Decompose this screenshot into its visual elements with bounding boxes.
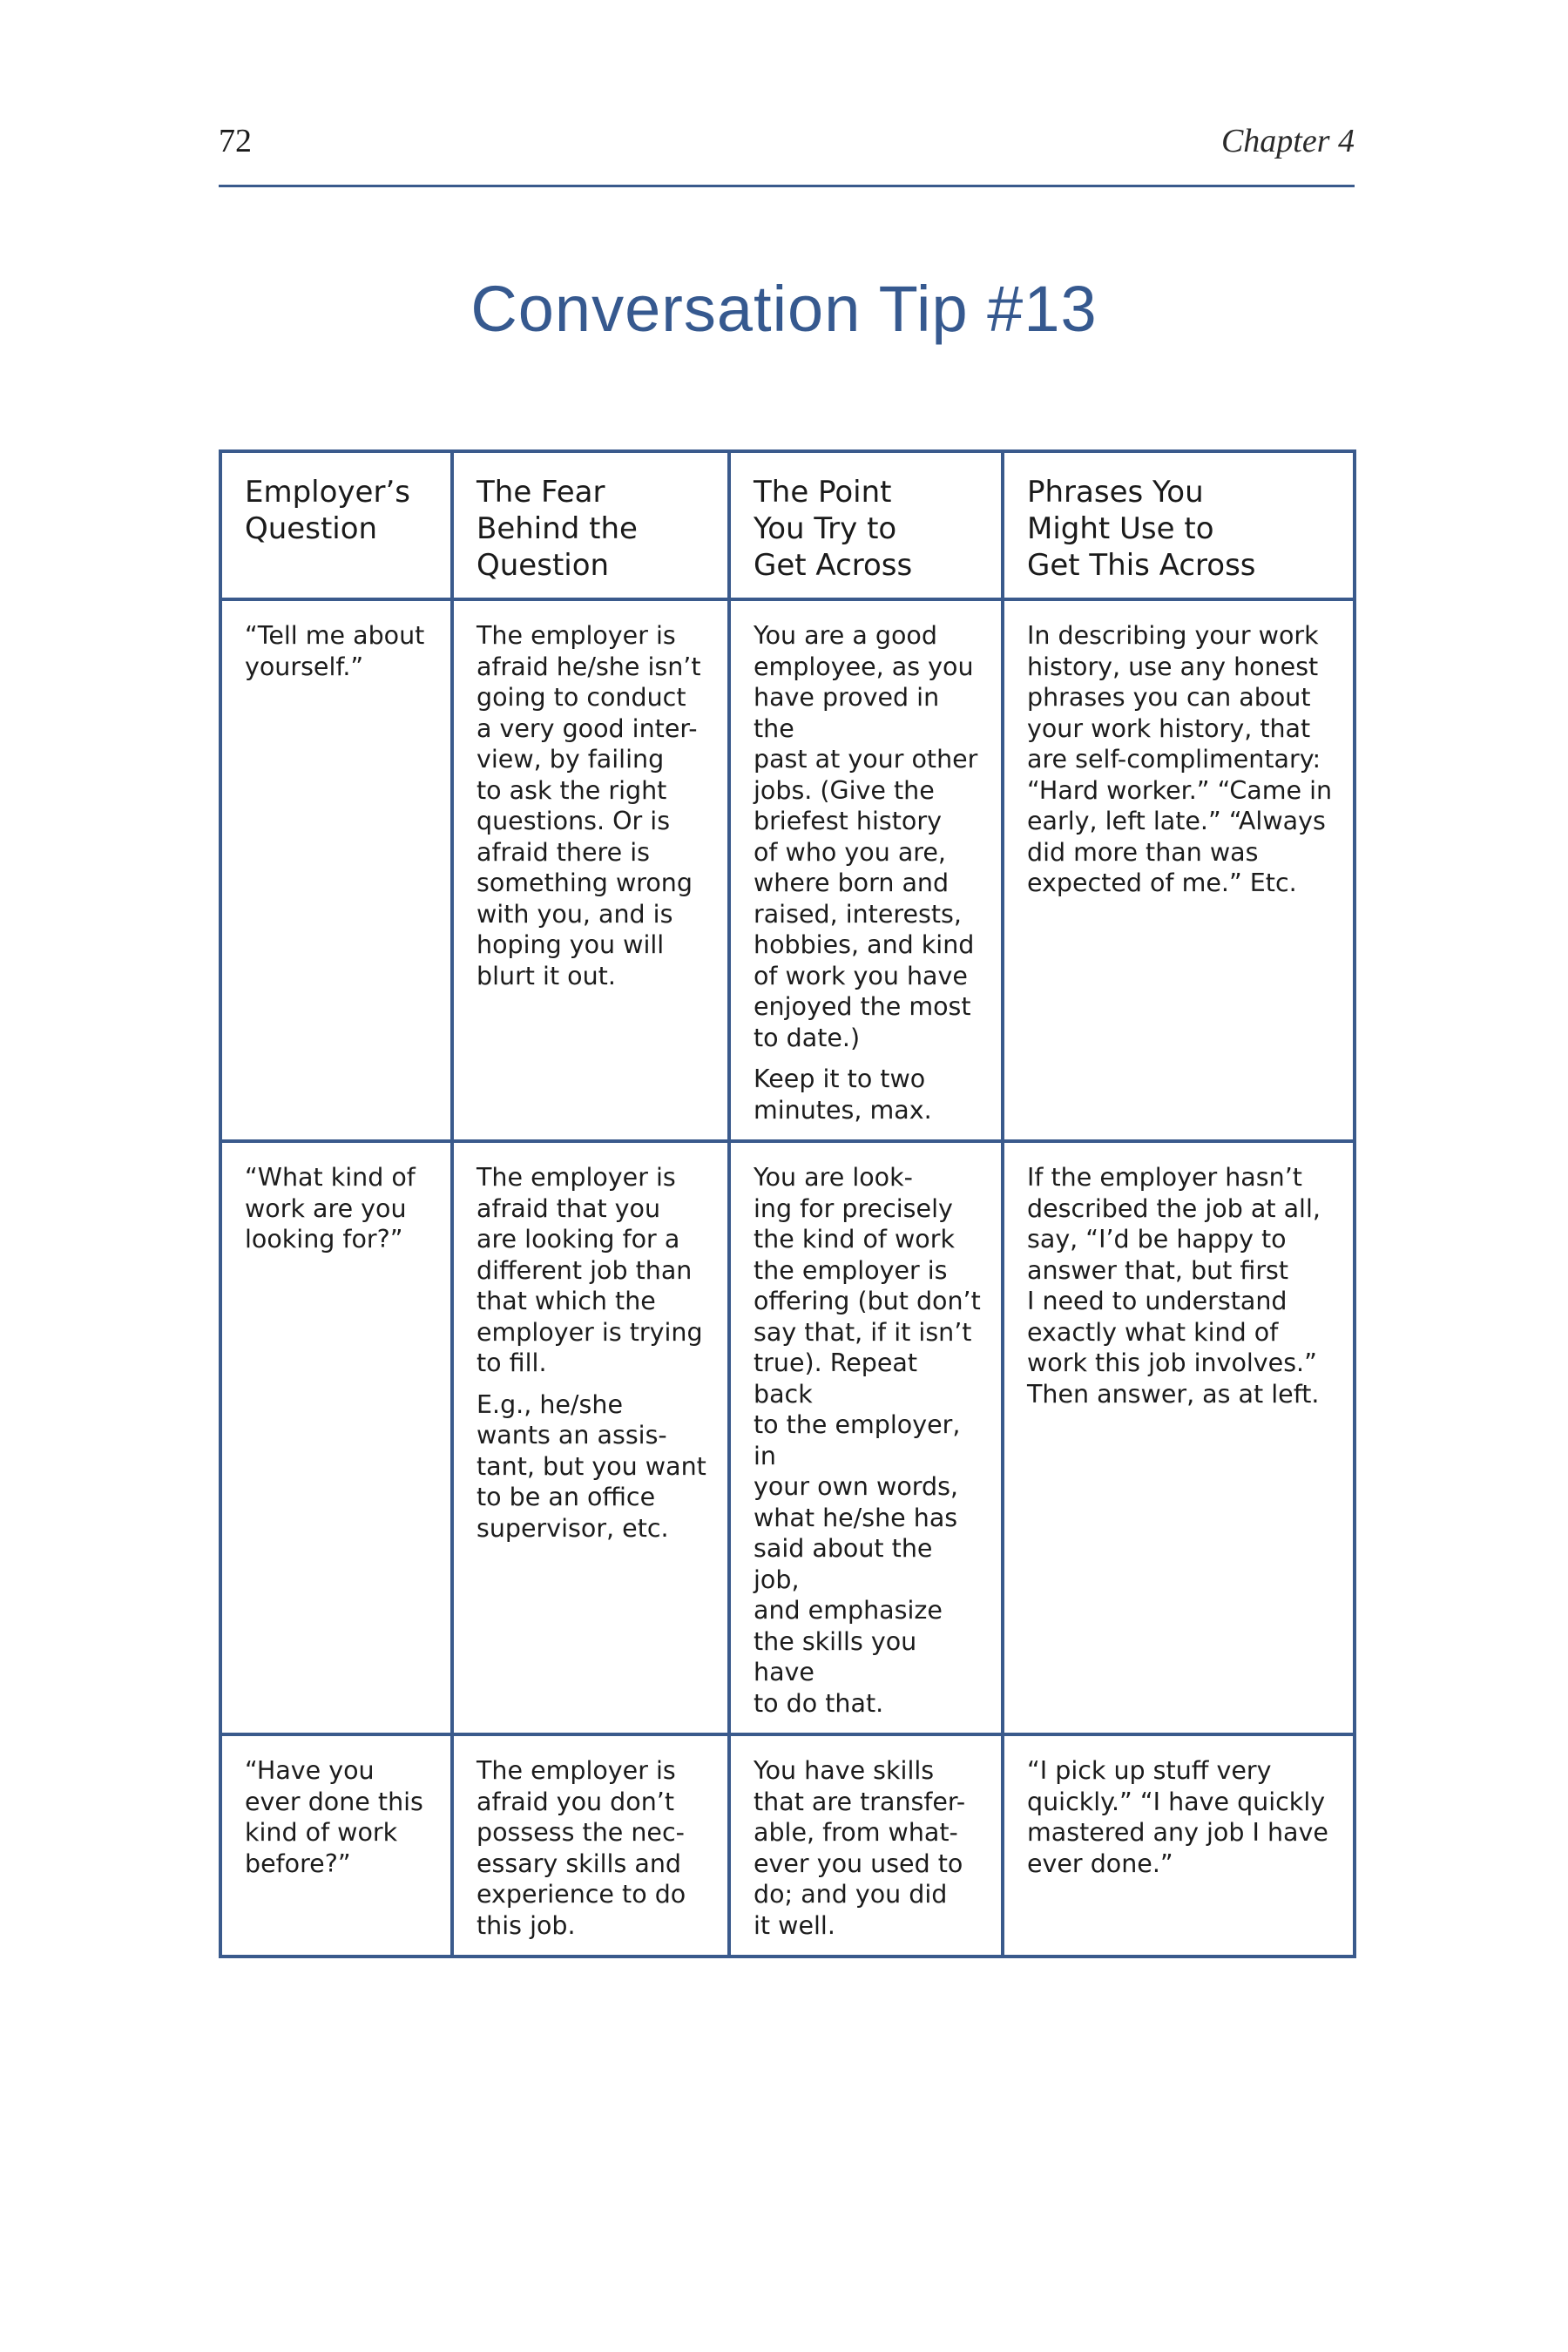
text-line: past at your other [754,745,978,774]
text-line: You Try to [754,511,897,546]
text-line: quickly.” “I have quickly [1027,1787,1326,1816]
text-line: yourself.” [245,652,364,681]
text-line: tant, but you want [476,1451,706,1481]
text-line: work are you [245,1193,407,1223]
text-line: this job. [476,1910,576,1940]
cell-paragraph [476,1755,708,1941]
cell-phrases [1003,1141,1355,1734]
text-line: Phrases You [1027,475,1204,510]
text-line: Get Across [754,548,913,583]
text-line: the employer is [754,1255,948,1285]
text-line: blurt it out. [476,961,616,990]
text-line: The employer is [476,1756,676,1785]
text-line: E.g., he/she [476,1389,623,1419]
text-line: the skills you have [754,1626,917,1686]
cell-phrases [1003,1734,1355,1957]
text-line: afraid that you [476,1193,661,1223]
cell-fear [452,1734,729,1957]
text-line: The Fear [476,475,605,510]
text-line: work this job involves.” [1027,1348,1317,1377]
text-line: what he/she has [754,1503,958,1532]
cell-question [220,599,452,1141]
text-line: The employer is [476,621,676,650]
text-line: going to conduct [476,683,686,712]
text-line: phrases you can about [1027,683,1311,712]
text-line: “I pick up stuff very [1027,1756,1272,1785]
text-line: “Tell me about [245,621,425,650]
text-line: that are transfer- [754,1787,966,1816]
text-line: your own words, [754,1472,958,1501]
text-line: Keep it to two [754,1064,926,1093]
text-line: described the job at all, [1027,1193,1321,1223]
text-line: Get This Across [1027,548,1256,583]
text-line: it well. [754,1910,835,1940]
text-line: to ask the right [476,775,667,805]
cell-paragraph [754,1162,982,1719]
text-line: Then answer, as at left. [1027,1379,1320,1409]
cell-paragraph [754,1064,982,1125]
page-number: 72 [219,123,252,159]
text-line: employee, as you [754,652,974,681]
text-line: of who you are, [754,837,946,867]
text-line: The employer is [476,1163,676,1192]
text-line: before?” [245,1848,351,1878]
text-line: with you, and is [476,899,673,929]
cell-point [729,1141,1003,1734]
table-row [220,599,1355,1141]
text-line: have proved in the [754,683,940,743]
table-row [220,1734,1355,1957]
text-line: Employer’s [245,475,410,510]
text-line: You are look- [754,1163,913,1192]
text-line: to date.) [754,1023,861,1052]
text-line: If the employer hasn’t [1027,1163,1302,1192]
text-line: The Point [754,475,892,510]
cell-paragraph [1027,1162,1334,1409]
text-line: You are a good [754,621,937,650]
text-line: said about the job, [754,1534,933,1594]
cell-paragraph [754,1755,982,1941]
text-line: where born and [754,868,950,897]
cell-point [729,599,1003,1141]
text-line: ever you used to [754,1848,963,1878]
text-line: kind of work [245,1818,398,1847]
text-line: something wrong [476,868,693,897]
text-line: “Hard worker.” “Came in [1027,775,1333,805]
header-fear-behind-question [452,451,729,599]
text-line: say that, if it isn’t [754,1317,972,1347]
text-line: afraid he/she isn’t [476,652,701,681]
text-line: a very good inter- [476,713,698,743]
text-line: You have skills [754,1756,935,1785]
text-line: briefest history [754,807,942,835]
text-line: Behind the [476,511,638,546]
text-line: ever done this [245,1787,423,1816]
text-line: jobs. (Give the [754,775,935,805]
header-rule [219,185,1355,187]
text-line: the kind of work [754,1225,955,1254]
text-line: enjoyed the most [754,992,971,1021]
page-title: Conversation Tip #13 [470,273,1098,345]
text-line: that which the [476,1287,656,1315]
text-line: to the employer, in [754,1410,961,1470]
text-line: wants an assis- [476,1421,667,1450]
cell-paragraph [754,620,982,1053]
text-line: of work you have [754,961,968,990]
cell-fear [452,599,729,1141]
text-line: “What kind of [245,1163,416,1192]
text-line: possess the nec- [476,1818,685,1847]
text-line: expected of me.” Etc. [1027,868,1297,897]
text-line: experience to do [476,1880,686,1909]
text-line: raised, interests, [754,899,962,929]
text-line: minutes, max. [754,1095,932,1125]
text-line: afraid you don’t [476,1787,674,1816]
conversation-tip-table [219,449,1356,1958]
text-line: your work history, that [1027,713,1311,743]
running-head: Chapter 4 [1220,123,1355,159]
cell-question [220,1734,452,1957]
text-line: did more than was [1027,837,1259,867]
text-line: true). Repeat back [754,1348,918,1409]
text-line: ing for precisely [754,1193,953,1223]
text-line: Might Use to [1027,511,1214,546]
text-line: hobbies, and kind [754,930,975,959]
cell-paragraph [1027,620,1334,899]
text-line: “Have you [245,1756,375,1785]
text-line: essary skills and [476,1848,681,1878]
header-point-to-get-across [729,451,1003,599]
text-line: afraid there is [476,837,650,867]
text-line: are self-complimentary: [1027,745,1321,774]
table-header-row [220,451,1355,599]
text-line: Question [245,511,378,546]
text-line: offering (but don’t [754,1287,981,1315]
cell-paragraph [476,1389,708,1544]
cell-question [220,1141,452,1734]
text-line: I need to understand [1027,1287,1288,1315]
text-line: ever done.” [1027,1848,1173,1878]
text-line: able, from what- [754,1818,958,1847]
text-line: Question [476,548,610,583]
header-phrases-to-use [1003,451,1355,599]
text-line: questions. Or is [476,807,671,835]
text-line: history, use any honest [1027,652,1319,681]
text-line: hoping you will [476,930,665,959]
cell-paragraph [476,620,708,991]
table-row [220,1141,1355,1734]
text-line: answer that, but first [1027,1255,1289,1285]
cell-fear [452,1141,729,1734]
cell-point [729,1734,1003,1957]
text-line: say, “I’d be happy to [1027,1225,1287,1254]
text-line: are looking for a [476,1225,680,1254]
text-line: to fill. [476,1348,547,1377]
text-line: different job than [476,1255,693,1285]
text-line: In describing your work [1027,621,1319,650]
header-employers-question [220,451,452,599]
cell-paragraph [1027,1755,1334,1879]
cell-paragraph [476,1162,708,1379]
text-line: view, by failing [476,745,665,774]
cell-phrases [1003,599,1355,1141]
text-line: to do that. [754,1688,884,1718]
text-line: early, left late.” “Always [1027,807,1326,835]
text-line: employer is trying [476,1317,703,1347]
text-line: do; and you did [754,1880,948,1909]
text-line: looking for?” [245,1225,403,1254]
text-line: exactly what kind of [1027,1317,1279,1347]
text-line: supervisor, etc. [476,1513,669,1543]
text-line: to be an office [476,1483,656,1511]
text-line: and emphasize [754,1596,943,1625]
text-line: mastered any job I have [1027,1818,1328,1847]
